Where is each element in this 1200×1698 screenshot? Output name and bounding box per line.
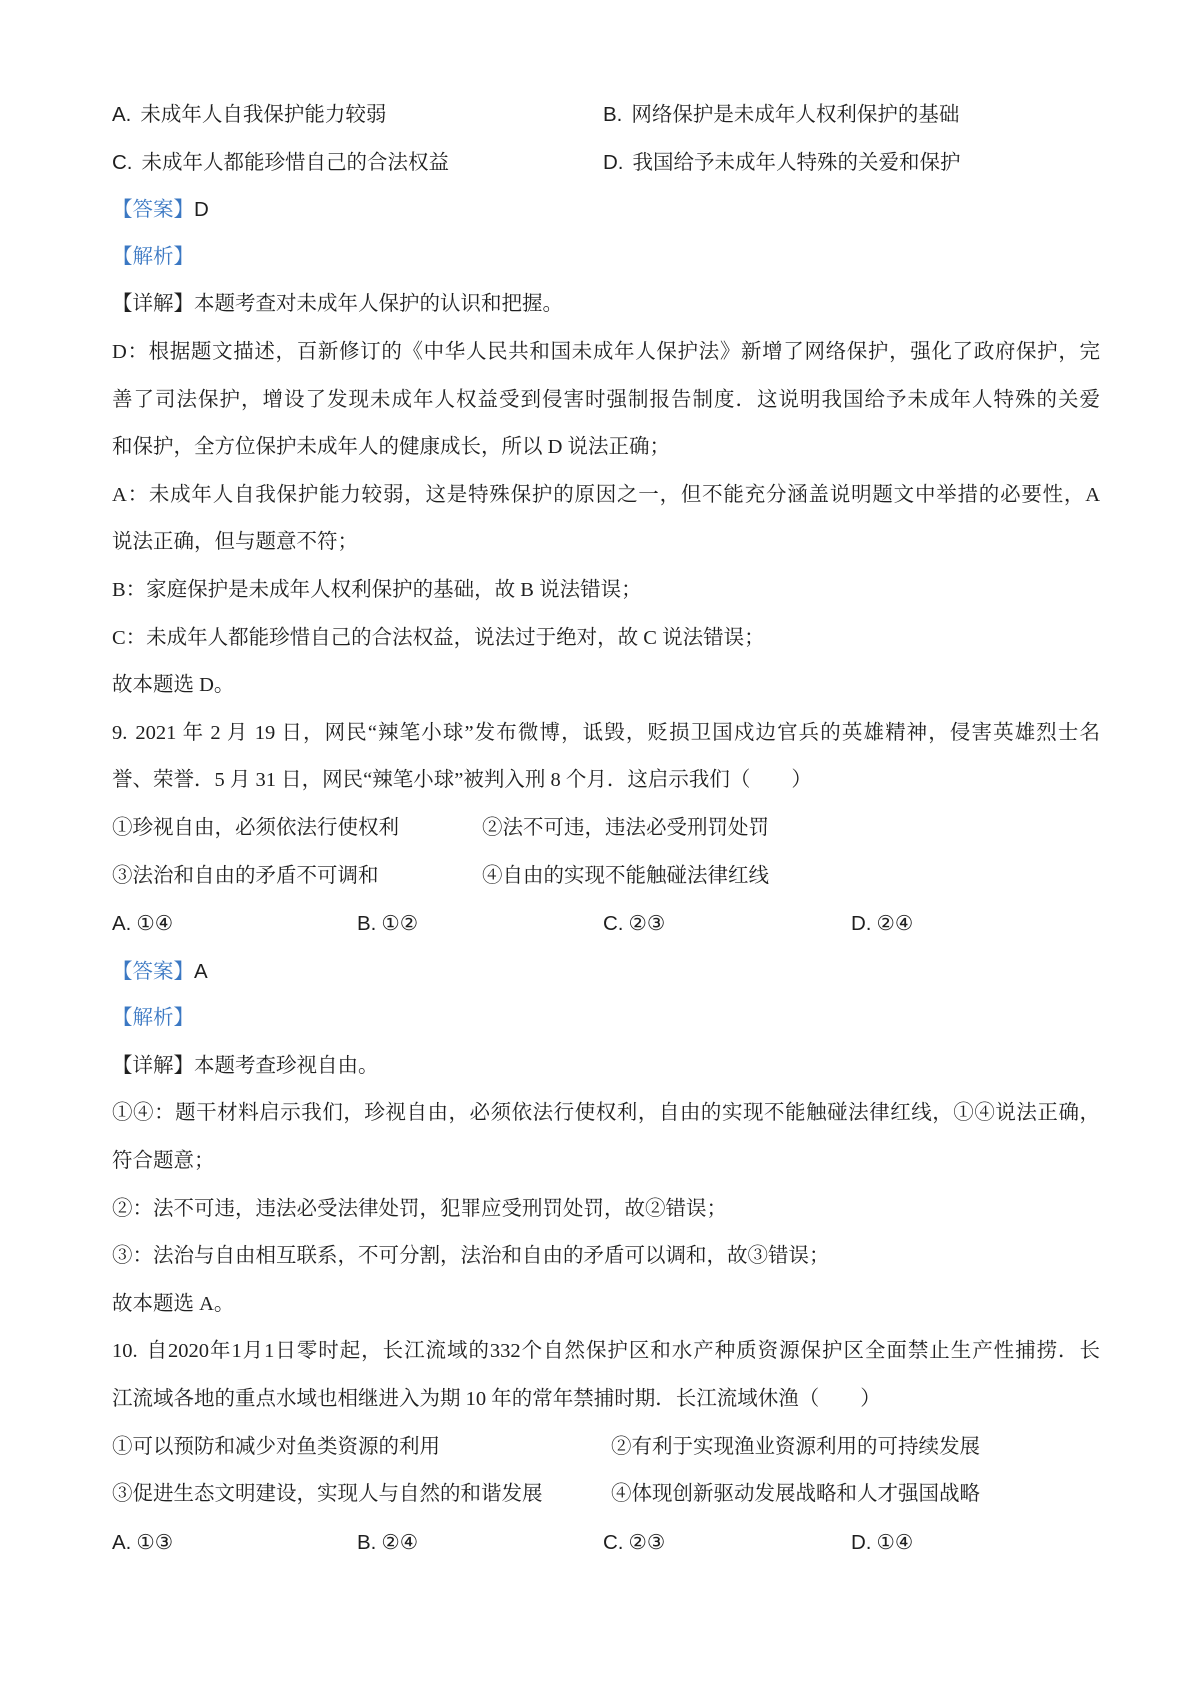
q10-number: 10. — [112, 1340, 138, 1363]
q8-option-a — [112, 91, 386, 139]
q9-explanation-line: ②：法不可违，违法必受法律处罚，犯罪应受刑罚处罚，故②错误； — [112, 1197, 727, 1220]
q9-options-row — [112, 900, 1100, 948]
option-label: C. — [603, 912, 624, 936]
q10-statement-3: ③促进生态文明建设，实现人与自然的和谐发展 — [112, 1483, 543, 1506]
option-text: ②③ — [628, 913, 666, 936]
q10-option-a — [112, 1519, 173, 1567]
option-label: A. — [112, 912, 132, 936]
q9-statement-4: ④自由的实现不能触碰法律红线 — [482, 864, 769, 887]
q8-explanation-line: A：未成年人自我保护能力较弱，这是特殊保护的原因之一，但不能充分涵盖说明题文中举措的必要性，A — [112, 483, 1100, 506]
option-label: D. — [851, 1530, 872, 1554]
q9-option-d — [851, 900, 913, 948]
q9-detail-intro: 本题考查珍视自由。 — [194, 1054, 379, 1077]
option-label: A. — [112, 1530, 132, 1554]
q9-stem-line: 誉、荣誉．5 月 31 日，网民“辣笔小球”被判入刑 8 个月．这启示我们（ ） — [112, 769, 812, 792]
q8-answer-value: D — [194, 198, 209, 222]
option-label: A. — [112, 103, 132, 126]
option-text: ②④ — [876, 913, 914, 936]
q8-options-row-2 — [112, 139, 1100, 187]
q9-explanation-line: ③：法治与自由相互联系，不可分割，法治和自由的矛盾可以调和，故③错误； — [112, 1245, 830, 1268]
option-text: 未成年人都能珍惜自己的合法权益 — [141, 151, 449, 174]
q9-explanation-line: ①④：题干材料启示我们，珍视自由，必须依法行使权利，自由的实现不能触碰法律红线，①④说法正确， — [112, 1102, 1100, 1125]
option-text: 网络保护是未成年人权利保护的基础 — [631, 104, 960, 126]
option-label: B. — [357, 1530, 377, 1554]
q10-stem-line: 江流域各地的重点水域也相继进入为期 10 年的常年禁捕时期．长江流域休渔（ ） — [112, 1388, 881, 1411]
q10-stem-text: 自2020年1月1日零时起，长江流域的332个自然保护区和水产种质资源保护区全面禁止生产性捕捞．长 — [145, 1340, 1100, 1363]
q8-explanation-line: C：未成年人都能珍惜自己的合法权益，说法过于绝对，故 C 说法错误； — [112, 626, 765, 649]
q9-answer-value: A — [194, 959, 208, 983]
q10-statements-row-2 — [112, 1471, 1100, 1519]
option-label: C. — [112, 150, 133, 174]
q9-option-c — [603, 900, 665, 948]
option-text: ②④ — [381, 1531, 419, 1554]
q9-conclusion-line: 故本题选 A。 — [112, 1292, 235, 1315]
q9-stem-text: 2021 年 2 月 19 日，网民“辣笔小球”发布微博，诋毁，贬损卫国戍边官兵的英雄精神，侵害英雄烈士名 — [135, 721, 1100, 744]
q10-option-b — [357, 1519, 418, 1567]
q8-explanation-line: B：家庭保护是未成年人权利保护的基础，故 B 说法错误； — [112, 578, 642, 601]
option-text: ①④ — [876, 1531, 914, 1554]
q10-options-row — [112, 1519, 1100, 1567]
option-text: ①③ — [136, 1531, 174, 1554]
q10-statement-1: ①可以预防和减少对鱼类资源的利用 — [112, 1435, 440, 1458]
q8-explanation-line: D：根据题文描述，百新修订的《中华人民共和国未成年人保护法》新增了网络保护，强化了政府保护，完 — [112, 340, 1100, 363]
q9-statement-2: ②法不可违，违法必受刑罚处罚 — [482, 816, 769, 839]
q8-options-row-1 — [112, 91, 1100, 139]
q8-answer-tag: 【答案】 — [112, 199, 194, 222]
option-label: B. — [603, 103, 623, 126]
q9-detail-tag: 【详解】 — [112, 1054, 194, 1077]
q9-statements-row-1 — [112, 805, 1100, 853]
q8-analysis-line — [112, 234, 1100, 282]
q8-option-d — [603, 139, 961, 187]
q10-statement-4: ④体现创新驱动发展战略和人才强国战略 — [611, 1483, 980, 1506]
q9-statement-1: ①珍视自由，必须依法行使权利 — [112, 816, 399, 839]
q8-explanation-line: 善了司法保护，增设了发现未成年人权益受到侵害时强制报告制度．这说明我国给予未成年人特殊的关爱 — [112, 388, 1100, 411]
q8-conclusion-line: 故本题选 D。 — [112, 674, 235, 697]
q10-statement-2: ②有利于实现渔业资源利用的可持续发展 — [611, 1435, 980, 1458]
q9-analysis-tag: 【解析】 — [112, 1007, 194, 1030]
q10-stem-line — [112, 1328, 1100, 1376]
q9-statement-3: ③法治和自由的矛盾不可调和 — [112, 864, 379, 887]
q9-explanation-line: 符合题意； — [112, 1150, 215, 1173]
option-text: 我国给予未成年人特殊的关爱和保护 — [632, 151, 961, 174]
q8-detail-tag: 【详解】 — [112, 293, 194, 316]
option-text: ①④ — [136, 913, 174, 936]
option-label: D. — [603, 150, 624, 174]
option-label: C. — [603, 1530, 624, 1554]
option-text: ①② — [381, 913, 419, 936]
q9-analysis-line — [112, 995, 1100, 1043]
q8-explanation-line: 说法正确，但与题意不符； — [112, 531, 358, 554]
q8-option-c — [112, 139, 449, 187]
q9-option-b — [357, 900, 418, 948]
q9-answer-line — [112, 948, 1100, 996]
q9-detail-line — [112, 1043, 1100, 1091]
q8-explanation-line: 和保护，全方位保护未成年人的健康成长，所以 D 说法正确； — [112, 436, 671, 459]
q9-answer-tag: 【答案】 — [112, 960, 194, 983]
q9-stem-line — [112, 710, 1100, 758]
q9-option-a — [112, 900, 173, 948]
q8-answer-line — [112, 186, 1100, 234]
q10-statements-row-1 — [112, 1424, 1100, 1472]
q8-detail-intro: 本题考查对未成年人保护的认识和把握。 — [194, 293, 563, 316]
q8-option-b — [603, 91, 959, 139]
option-label: D. — [851, 912, 872, 936]
option-label: B. — [357, 912, 377, 936]
option-text: ②③ — [628, 1531, 666, 1554]
q10-option-c — [603, 1519, 665, 1567]
q10-option-d — [851, 1519, 913, 1567]
q9-statements-row-2 — [112, 853, 1100, 901]
q8-analysis-tag: 【解析】 — [112, 245, 194, 268]
page-content — [112, 91, 1100, 1566]
q9-number: 9. — [112, 721, 128, 744]
option-text: 未成年人自我保护能力较弱 — [140, 104, 387, 126]
q8-detail-line — [112, 281, 1100, 329]
